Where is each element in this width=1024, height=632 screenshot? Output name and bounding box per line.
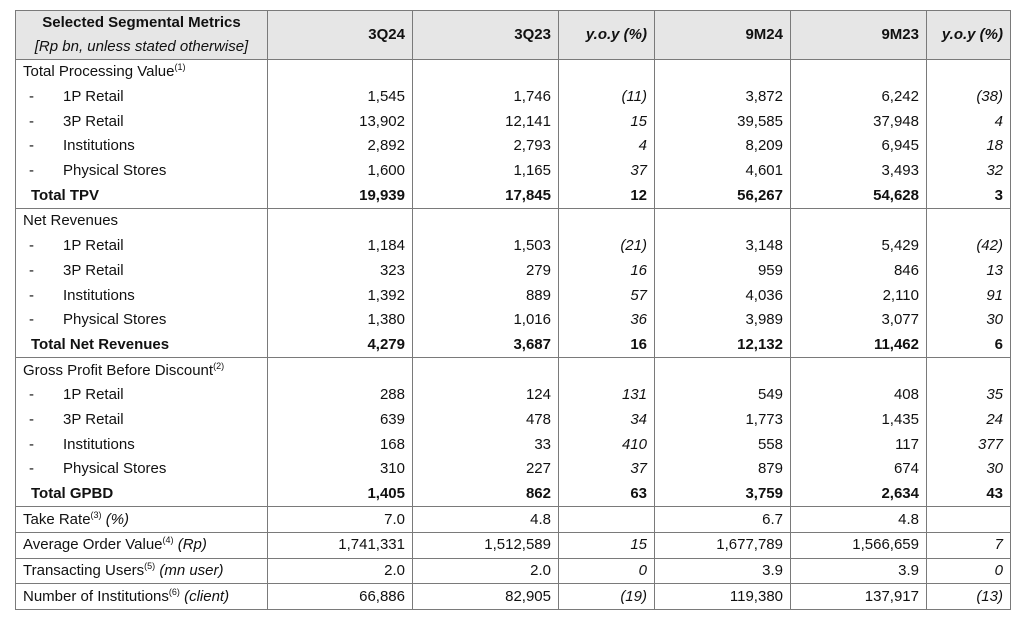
yoy-quarter-cell: 37	[559, 457, 655, 482]
yoy-nine-months-cell: 18	[927, 134, 1011, 159]
value-3q24-cell: 323	[268, 259, 413, 284]
row-label-cell	[16, 159, 268, 184]
bullet-dash: -	[29, 311, 34, 329]
value-3q23-cell: 4.8	[413, 507, 559, 533]
empty-cell	[927, 358, 1011, 383]
table-row	[16, 159, 1011, 184]
table-row	[16, 109, 1011, 134]
footnote-marker: (1)	[174, 62, 186, 73]
yoy-nine-months-cell: 0	[927, 558, 1011, 584]
yoy-quarter-cell: 131	[559, 383, 655, 408]
yoy-nine-months-cell: 30	[927, 457, 1011, 482]
footnote-marker: (3)	[90, 509, 102, 520]
value-9m23-cell: 4.8	[791, 507, 927, 533]
total-label-cell	[16, 333, 268, 358]
value-3q24-cell: 1,392	[268, 283, 413, 308]
value-3q23-cell: 2.0	[413, 558, 559, 584]
bullet-dash: -	[29, 261, 34, 279]
column-header-9m24: 9M24	[655, 11, 791, 60]
yoy-nine-months-cell: 30	[927, 308, 1011, 333]
yoy-quarter-cell: 12	[559, 183, 655, 208]
metric-label-cell	[16, 558, 268, 584]
yoy-quarter-cell: 410	[559, 432, 655, 457]
yoy-quarter-cell: 63	[559, 482, 655, 507]
metric-row	[16, 533, 1011, 559]
total-label: Total GPBD	[31, 485, 114, 503]
value-9m24-cell: 39,585	[655, 109, 791, 134]
table-row	[16, 432, 1011, 457]
table-row	[16, 234, 1011, 259]
footnote-marker: (2)	[213, 360, 225, 371]
row-label-cell	[16, 259, 268, 284]
yoy-nine-months-cell: 377	[927, 432, 1011, 457]
bullet-dash: -	[29, 286, 34, 304]
row-label: 1P Retail	[63, 88, 124, 106]
table-row	[16, 383, 1011, 408]
value-9m24-cell: 4,036	[655, 283, 791, 308]
table-row	[16, 308, 1011, 333]
value-3q23-cell: 1,016	[413, 308, 559, 333]
value-9m23-cell: 3.9	[791, 558, 927, 584]
bullet-dash: -	[29, 410, 34, 428]
value-9m24-cell: 959	[655, 259, 791, 284]
yoy-nine-months-cell: 43	[927, 482, 1011, 507]
row-label: Institutions	[63, 435, 135, 453]
row-label: 3P Retail	[63, 410, 124, 428]
row-label-cell	[16, 109, 268, 134]
yoy-nine-months-cell: 3	[927, 183, 1011, 208]
metric-unit: (Rp)	[177, 536, 207, 554]
empty-cell	[655, 209, 791, 234]
total-row	[16, 183, 1011, 208]
yoy-quarter-cell: 0	[559, 558, 655, 584]
row-label: Institutions	[63, 286, 135, 304]
value-3q23-cell: 1,503	[413, 234, 559, 259]
yoy-quarter-cell: (11)	[559, 85, 655, 110]
bullet-dash: -	[29, 137, 34, 155]
value-9m24-cell: 1,773	[655, 408, 791, 433]
metric-label: Number of Institutions	[23, 587, 169, 605]
yoy-nine-months-cell	[927, 507, 1011, 533]
table-body	[16, 60, 1011, 610]
empty-cell	[413, 358, 559, 383]
value-3q24-cell: 19,939	[268, 183, 413, 208]
value-9m24-cell: 119,380	[655, 584, 791, 610]
row-label: Physical Stores	[63, 460, 167, 478]
yoy-quarter-cell: 4	[559, 134, 655, 159]
empty-cell	[927, 60, 1011, 85]
value-9m23-cell: 6,242	[791, 85, 927, 110]
footnote-marker: (4)	[162, 535, 174, 546]
value-3q24-cell: 288	[268, 383, 413, 408]
yoy-quarter-cell: 15	[559, 109, 655, 134]
empty-cell	[655, 60, 791, 85]
row-label: 3P Retail	[63, 261, 124, 279]
row-label: 3P Retail	[63, 112, 124, 130]
row-label-cell	[16, 85, 268, 110]
table-subtitle: [Rp bn, unless stated otherwise]	[34, 38, 249, 55]
yoy-nine-months-cell: 7	[927, 533, 1011, 559]
row-label-cell	[16, 283, 268, 308]
value-9m23-cell: 117	[791, 432, 927, 457]
segmental-metrics-table	[15, 10, 1011, 610]
total-label-cell	[16, 183, 268, 208]
value-3q23-cell: 2,793	[413, 134, 559, 159]
value-9m24-cell: 3,759	[655, 482, 791, 507]
value-9m23-cell: 5,429	[791, 234, 927, 259]
row-label-cell	[16, 432, 268, 457]
bullet-dash: -	[29, 460, 34, 478]
empty-cell	[559, 358, 655, 383]
metric-label-cell	[16, 533, 268, 559]
bullet-dash: -	[29, 112, 34, 130]
yoy-quarter-cell: 36	[559, 308, 655, 333]
value-9m23-cell: 6,945	[791, 134, 927, 159]
row-label: Physical Stores	[63, 311, 167, 329]
empty-cell	[268, 60, 413, 85]
table-row	[16, 134, 1011, 159]
value-3q23-cell: 82,905	[413, 584, 559, 610]
column-header-9m23: 9M23	[791, 11, 927, 60]
yoy-quarter-cell: (21)	[559, 234, 655, 259]
value-3q24-cell: 66,886	[268, 584, 413, 610]
value-9m24-cell: 6.7	[655, 507, 791, 533]
value-9m23-cell: 37,948	[791, 109, 927, 134]
value-9m24-cell: 4,601	[655, 159, 791, 184]
empty-cell	[927, 209, 1011, 234]
table-row	[16, 457, 1011, 482]
yoy-quarter-cell: 15	[559, 533, 655, 559]
value-9m23-cell: 408	[791, 383, 927, 408]
table-title: Selected Segmental Metrics	[42, 14, 241, 31]
section-title: Total Processing Value	[23, 63, 175, 81]
value-3q24-cell: 1,405	[268, 482, 413, 507]
header-row	[16, 11, 1011, 60]
value-3q23-cell: 227	[413, 457, 559, 482]
row-label-cell	[16, 408, 268, 433]
value-9m24-cell: 558	[655, 432, 791, 457]
value-3q23-cell: 478	[413, 408, 559, 433]
section-title: Net Revenues	[23, 212, 119, 230]
row-label: Physical Stores	[63, 162, 167, 180]
metric-row	[16, 558, 1011, 584]
yoy-quarter-cell: 37	[559, 159, 655, 184]
empty-cell	[413, 60, 559, 85]
value-3q23-cell: 17,845	[413, 183, 559, 208]
metric-unit: (mn user)	[159, 562, 224, 580]
value-9m23-cell: 2,110	[791, 283, 927, 308]
table-header	[16, 11, 1011, 60]
value-9m24-cell: 549	[655, 383, 791, 408]
yoy-nine-months-cell: 32	[927, 159, 1011, 184]
value-9m24-cell: 8,209	[655, 134, 791, 159]
empty-cell	[655, 358, 791, 383]
column-header-3q23: 3Q23	[413, 11, 559, 60]
table-row	[16, 283, 1011, 308]
value-3q23-cell: 33	[413, 432, 559, 457]
column-header-3q24: 3Q24	[268, 11, 413, 60]
total-label: Total TPV	[31, 186, 100, 204]
value-3q24-cell: 639	[268, 408, 413, 433]
empty-cell	[791, 60, 927, 85]
value-3q23-cell: 279	[413, 259, 559, 284]
value-3q23-cell: 12,141	[413, 109, 559, 134]
empty-cell	[791, 209, 927, 234]
value-9m24-cell: 3,872	[655, 85, 791, 110]
value-9m23-cell: 674	[791, 457, 927, 482]
row-label-cell	[16, 134, 268, 159]
yoy-nine-months-cell: 6	[927, 333, 1011, 358]
value-9m24-cell: 1,677,789	[655, 533, 791, 559]
value-9m23-cell: 846	[791, 259, 927, 284]
value-9m24-cell: 3,989	[655, 308, 791, 333]
value-9m23-cell: 3,077	[791, 308, 927, 333]
yoy-quarter-cell: 34	[559, 408, 655, 433]
section-title-cell	[16, 60, 268, 85]
metric-row	[16, 584, 1011, 610]
value-3q24-cell: 4,279	[268, 333, 413, 358]
yoy-nine-months-cell: 91	[927, 283, 1011, 308]
row-label: 1P Retail	[63, 237, 124, 255]
table-row	[16, 85, 1011, 110]
row-label: 1P Retail	[63, 386, 124, 404]
yoy-quarter-cell: 16	[559, 259, 655, 284]
metric-label-cell	[16, 507, 268, 533]
total-label-cell	[16, 482, 268, 507]
value-9m23-cell: 1,435	[791, 408, 927, 433]
value-3q24-cell: 1,741,331	[268, 533, 413, 559]
section-title-cell	[16, 358, 268, 383]
section-header-row	[16, 358, 1011, 383]
row-label: Institutions	[63, 137, 135, 155]
yoy-nine-months-cell: 13	[927, 259, 1011, 284]
footnote-marker: (6)	[168, 586, 180, 597]
metric-label: Transacting Users	[23, 562, 145, 580]
yoy-nine-months-cell: 35	[927, 383, 1011, 408]
value-3q24-cell: 2.0	[268, 558, 413, 584]
bullet-dash: -	[29, 237, 34, 255]
table-row	[16, 259, 1011, 284]
yoy-nine-months-cell: (42)	[927, 234, 1011, 259]
row-label-cell	[16, 457, 268, 482]
empty-cell	[559, 209, 655, 234]
total-label: Total Net Revenues	[31, 335, 170, 353]
empty-cell	[268, 358, 413, 383]
yoy-quarter-cell: 16	[559, 333, 655, 358]
value-9m24-cell: 56,267	[655, 183, 791, 208]
metric-row	[16, 507, 1011, 533]
value-9m24-cell: 12,132	[655, 333, 791, 358]
metric-unit: (client)	[184, 587, 230, 605]
value-9m23-cell: 1,566,659	[791, 533, 927, 559]
header-label-cell	[16, 11, 268, 60]
value-3q24-cell: 7.0	[268, 507, 413, 533]
value-9m23-cell: 137,917	[791, 584, 927, 610]
table-row	[16, 408, 1011, 433]
yoy-nine-months-cell: 24	[927, 408, 1011, 433]
yoy-quarter-cell	[559, 507, 655, 533]
value-9m23-cell: 2,634	[791, 482, 927, 507]
bullet-dash: -	[29, 435, 34, 453]
value-3q23-cell: 3,687	[413, 333, 559, 358]
column-header-yoy-quarter: y.o.y (%)	[559, 11, 655, 60]
segmental-metrics-table-wrapper	[15, 10, 1011, 610]
row-label-cell	[16, 383, 268, 408]
value-3q24-cell: 2,892	[268, 134, 413, 159]
value-3q24-cell: 310	[268, 457, 413, 482]
value-3q23-cell: 124	[413, 383, 559, 408]
yoy-quarter-cell: 57	[559, 283, 655, 308]
yoy-quarter-cell: (19)	[559, 584, 655, 610]
metric-unit: (%)	[105, 510, 130, 528]
value-3q23-cell: 1,746	[413, 85, 559, 110]
value-3q23-cell: 1,165	[413, 159, 559, 184]
row-label-cell	[16, 308, 268, 333]
empty-cell	[268, 209, 413, 234]
value-3q24-cell: 1,184	[268, 234, 413, 259]
column-header-yoy-nine-months: y.o.y (%)	[927, 11, 1011, 60]
bullet-dash: -	[29, 162, 34, 180]
empty-cell	[791, 358, 927, 383]
value-9m24-cell: 879	[655, 457, 791, 482]
empty-cell	[559, 60, 655, 85]
section-title-cell	[16, 209, 268, 234]
value-3q24-cell: 13,902	[268, 109, 413, 134]
value-9m24-cell: 3.9	[655, 558, 791, 584]
value-3q24-cell: 1,545	[268, 85, 413, 110]
section-header-row	[16, 60, 1011, 85]
yoy-nine-months-cell: (13)	[927, 584, 1011, 610]
value-9m24-cell: 3,148	[655, 234, 791, 259]
bullet-dash: -	[29, 386, 34, 404]
value-3q24-cell: 168	[268, 432, 413, 457]
value-3q23-cell: 889	[413, 283, 559, 308]
yoy-nine-months-cell: (38)	[927, 85, 1011, 110]
value-3q24-cell: 1,600	[268, 159, 413, 184]
footnote-marker: (5)	[144, 561, 156, 572]
section-title: Gross Profit Before Discount	[23, 361, 214, 379]
value-9m23-cell: 11,462	[791, 333, 927, 358]
value-3q23-cell: 1,512,589	[413, 533, 559, 559]
metric-label-cell	[16, 584, 268, 610]
value-3q24-cell: 1,380	[268, 308, 413, 333]
metric-label: Average Order Value	[23, 536, 163, 554]
yoy-nine-months-cell: 4	[927, 109, 1011, 134]
empty-cell	[413, 209, 559, 234]
value-9m23-cell: 54,628	[791, 183, 927, 208]
total-row	[16, 333, 1011, 358]
value-9m23-cell: 3,493	[791, 159, 927, 184]
bullet-dash: -	[29, 88, 34, 106]
metric-label: Take Rate	[23, 510, 91, 528]
value-3q23-cell: 862	[413, 482, 559, 507]
total-row	[16, 482, 1011, 507]
row-label-cell	[16, 234, 268, 259]
section-header-row	[16, 209, 1011, 234]
